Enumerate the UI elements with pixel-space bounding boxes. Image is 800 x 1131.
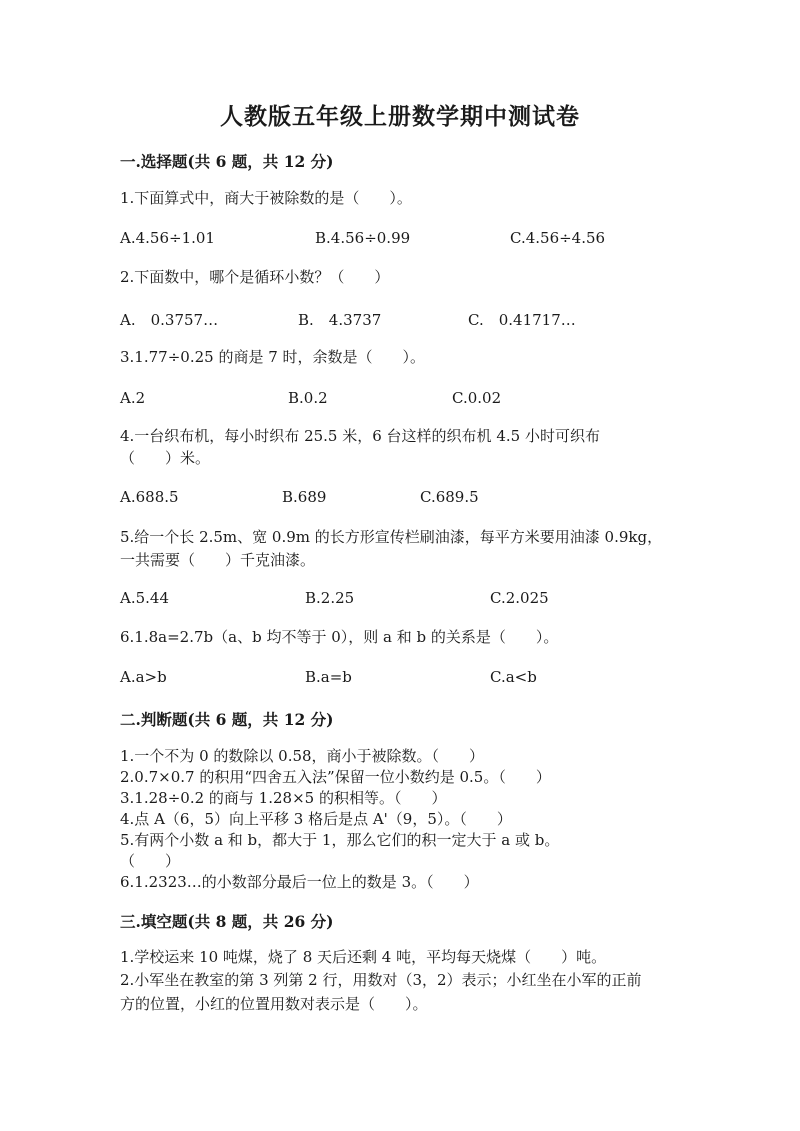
judgment-item-1: 1.一个不为 0 的数除以 0.58，商小于被除数。（ ） — [120, 747, 485, 765]
question-5-option-a: A.5.44 — [120, 589, 169, 607]
question-4-option-c: C.689.5 — [420, 488, 479, 506]
question-3-option-a: A.2 — [120, 389, 146, 407]
judgment-item-4: 4.点 A（6，5）向上平移 3 格后是点 A'（9，5）。（ ） — [120, 810, 512, 828]
fill-item-2-line-2: 方的位置，小红的位置用数对表示是（ ）。 — [120, 995, 428, 1013]
question-3-text: 3.1.77÷0.25 的商是 7 时，余数是（ ）。 — [120, 348, 426, 366]
question-2-option-a: A. 0.3757… — [120, 311, 219, 329]
judgment-item-5-bracket: （ ） — [120, 852, 181, 870]
judgment-item-6: 6.1.2323…的小数部分最后一位上的数是 3。（ ） — [120, 873, 479, 891]
judgment-item-2: 2.0.7×0.7 的积用“四舍五入法”保留一位小数约是 0.5。（ ） — [120, 768, 551, 786]
question-1-text: 1.下面算式中，商大于被除数的是（ ）。 — [120, 189, 412, 207]
question-1-option-a: A.4.56÷1.01 — [120, 229, 215, 247]
question-6-option-b: B.a=b — [305, 668, 352, 686]
question-4-option-a: A.688.5 — [120, 488, 179, 506]
question-2-text: 2.下面数中，哪个是循环小数？（ ） — [120, 268, 390, 286]
question-3-option-b: B.0.2 — [288, 389, 328, 407]
question-2-option-b: B. 4.3737 — [298, 311, 382, 329]
section-heading-choice: 一.选择题(共 6 题，共 12 分) — [120, 152, 334, 171]
judgment-item-3: 3.1.28÷0.2 的商与 1.28×5 的积相等。（ ） — [120, 789, 447, 807]
section-heading-true-false: 二.判断题(共 6 题，共 12 分) — [120, 710, 334, 729]
question-6-option-c: C.a<b — [490, 668, 537, 686]
question-4-text-line-1: 4.一台织布机，每小时织布 25.5 米，6 台这样的织布机 4.5 小时可织布 — [120, 427, 600, 445]
question-6-text: 6.1.8a=2.7b（a、b 均不等于 0），则 a 和 b 的关系是（ ）。 — [120, 628, 559, 646]
page-title: 人教版五年级上册数学期中测试卷 — [220, 103, 580, 130]
fill-item-1: 1.学校运来 10 吨煤，烧了 8 天后还剩 4 吨，平均每天烧煤（ ）吨。 — [120, 948, 607, 966]
fill-item-2-line-1: 2.小军坐在教室的第 3 列第 2 行，用数对（3，2）表示；小红坐在小军的正前 — [120, 971, 642, 989]
question-5-text-line-2: 一共需要（ ）千克油漆。 — [120, 551, 316, 569]
question-3-option-c: C.0.02 — [452, 389, 502, 407]
question-6-option-a: A.a>b — [120, 668, 167, 686]
question-5-option-b: B.2.25 — [305, 589, 355, 607]
question-1-option-c: C.4.56÷4.56 — [510, 229, 606, 247]
section-heading-fill-in: 三.填空题(共 8 题，共 26 分) — [120, 912, 334, 931]
question-4-option-b: B.689 — [282, 488, 327, 506]
question-2-option-c: C. 0.41717… — [468, 311, 576, 329]
question-5-option-c: C.2.025 — [490, 589, 549, 607]
judgment-item-5: 5.有两个小数 a 和 b，都大于 1，那么它们的积一定大于 a 或 b。 — [120, 831, 560, 849]
question-1-option-b: B.4.56÷0.99 — [315, 229, 411, 247]
question-4-text-line-2: （ ）米。 — [120, 449, 211, 467]
question-5-text-line-1: 5.给一个长 2.5m、宽 0.9m 的长方形宣传栏刷油漆，每平方米要用油漆 0.9kg， — [120, 528, 663, 546]
